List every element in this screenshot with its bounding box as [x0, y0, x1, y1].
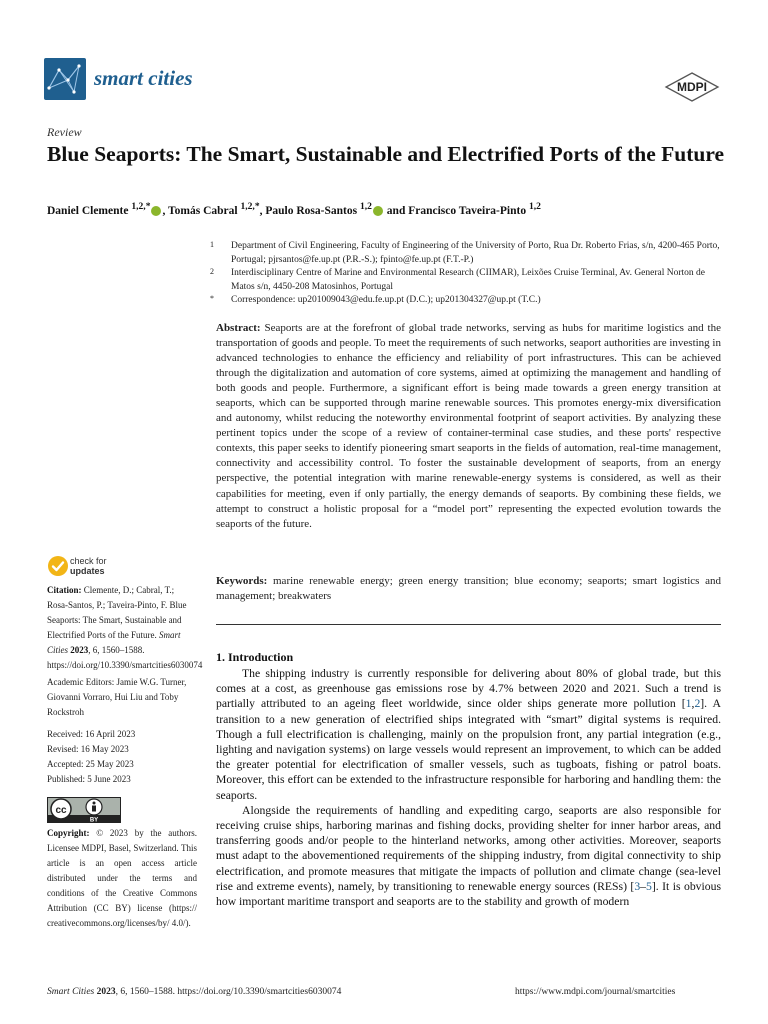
- citation-link[interactable]: 5: [646, 879, 652, 893]
- orcid-icon[interactable]: [151, 206, 161, 216]
- footer-rest[interactable]: , 6, 1560–1588. https://doi.org/10.3390/smartcities6030074: [115, 987, 342, 997]
- paragraph-text: ]. A transition to a new generation of electrified ships integrated with “smart” digital systems is required. Though a full electrification is challenging, mainly on the propulsion front, any partial integration (e.g., lighting and navigation systems) on large vessels would represent an improvement, to which can be added the greater potential for electrification of smaller vessels, such as tugboats, fishing or patrol boats. Moreover, this effort can be extended to the infrastructure responsible for harboring and handling them: the seaports.: [216, 697, 721, 802]
- citation-separator: ,: [691, 697, 695, 711]
- footer-citation: [47, 987, 341, 997]
- author-name[interactable]: , Tomás Cabral: [162, 204, 238, 217]
- article-title: Blue Seaports: The Smart, Sustainable and Electrified Ports of the Future: [47, 142, 725, 166]
- journal-name: smart cities: [94, 66, 193, 90]
- citation-block: [47, 583, 203, 673]
- date-received: Received: 16 April 2023: [47, 729, 136, 739]
- copyright-block: [47, 826, 197, 931]
- author-name[interactable]: , Paulo Rosa-Santos: [259, 204, 358, 217]
- section-heading: 1. Introduction: [216, 650, 294, 664]
- author-affiliation-mark: 1,2,*: [240, 201, 260, 212]
- by-badge-text: BY: [89, 817, 99, 823]
- abstract-text: Seaports are at the forefront of global trade networks, serving as hubs for maritime logistics and the transportation of goods and people. To meet the requirements of such networks, seaport authorities are investing in advanced technologies to enhance the efficiency and reliability of port infrastructures. This can be achieved through the digitalization and automation of core systems, aimed at optimizing the management and handling of both goods and people. Furthermore, a significant effort is being made towards a green energy transition at seaports, which can be supported through marine renewable sources. This promotes energy-mix diversification and autonomy, whilst reducing the noteworthy environmental footprint of seaport activities. By analyzing these pertinent topics under the scope of a review of container-terminal case studies, and these ports' respective contexts, this paper seeks to identify pioneering smart seaports in the fields of automation, real-time management, connectivity and accessibility control. To foster the sustainable development of seaports, from an energy perspective, the potential integration with marine renewable-energy systems is considered, as well as their capabilities for meeting, even if only partially, the energy demands of seaports. By combining these fields, we attempt to construct a holistic proposal for a “model port” representing the expected evolution towards the seaports of the future.: [216, 322, 721, 530]
- mdpi-logo-icon: [664, 72, 720, 102]
- abstract: [216, 321, 721, 532]
- date-accepted: Accepted: 25 May 2023: [47, 759, 134, 769]
- author-affiliation-mark: 1,2,*: [131, 201, 151, 212]
- author-name[interactable]: and Francisco Taveira-Pinto: [386, 204, 527, 217]
- footer-year: 2023: [96, 987, 116, 997]
- affiliation-text: Department of Civil Engineering, Faculty of Engineering of the University of Porto, Rua Dr. Roberto Frias, s/n, 4200-465 Porto, Portugal; pjrsantos@fe.up.pt (P.R.-S.); fpinto@fe.up.pt (F.T.-P.): [231, 241, 720, 265]
- academic-editors: Academic Editors: Jamie W.G. Turner, Giovanni Vorraro, Hui Liu and Toby Rockstroh: [47, 677, 187, 717]
- check-updates-icon[interactable]: [47, 555, 69, 577]
- date-published: Published: 5 June 2023: [47, 774, 131, 784]
- citation-separator: –: [640, 879, 647, 893]
- paragraph-text: Alongside the requirements of handling and expediting cargo, seaports are also responsible for receiving cruise ships, harboring marinas and fishing docks, providing shelter for inner harbor areas, and transferring goods and/or people to the hinterland networks, among other activities. Moreover, seaports must adapt to the abovementioned requirements of the shipping industry, from digital connectivity to ship electrification, and promote measures that mitigate the impacts of pollution and climate change (sea-level rise and extreme events), namely, by transitioning to renewable energy sources (RESs) [: [216, 803, 721, 893]
- footer-journal-url[interactable]: https://www.mdpi.com/journal/smartcities: [515, 987, 676, 997]
- check-updates-line: updates: [70, 566, 105, 576]
- author-name[interactable]: Daniel Clemente: [47, 204, 129, 217]
- dates-block: [47, 727, 197, 787]
- footer-journal: Smart Cities: [47, 987, 95, 997]
- cc-by-license-icon[interactable]: [47, 797, 121, 823]
- keywords: [216, 574, 721, 604]
- citation-journal: Smart Cities: [47, 630, 181, 655]
- keywords-text: marine renewable energy; green energy transition; blue economy; seaports; smart logistics and management; breakwaters: [216, 575, 722, 602]
- date-revised: Revised: 16 May 2023: [47, 744, 129, 754]
- affiliation-text: Interdisciplinary Centre of Marine and Environmental Research (CIIMAR), Leixões Cruise Terminal, Av. General Norton de Matos s/n, 4450-208 Matosinhos, Portugal: [231, 268, 706, 292]
- author-list: [47, 201, 747, 217]
- article-type: Review: [47, 125, 82, 139]
- publisher-name: MDPI: [677, 80, 707, 94]
- affiliation-text: Correspondence: up201009043@edu.fe.up.pt (D.C.); up201304327@up.pt (T.C.): [231, 295, 541, 305]
- citation-rest[interactable]: , 6, 1560–1588. https://doi.org/10.3390/smartcities6030074: [47, 645, 203, 670]
- author-affiliation-mark: 1,2: [359, 201, 372, 212]
- citation-label: Citation:: [47, 585, 82, 595]
- abstract-label: Abstract:: [216, 322, 261, 334]
- paragraph-text: ]. It is obvious how important maritime transport and seaports are to the stability and growth of modern: [216, 879, 722, 909]
- check-updates-line: check for: [70, 556, 107, 566]
- affiliation-item: [210, 293, 730, 307]
- divider: [216, 624, 721, 625]
- author-affiliation-mark: 1,2: [528, 201, 541, 212]
- citation-year: 2023: [70, 645, 89, 655]
- paragraph: [216, 666, 721, 803]
- paragraph-text: The shipping industry is currently responsible for delivering about 80% of global trade, but this comes at a cost, as greenhouse gas emissions rose by 4.7% between 2020 and 2021. Such a trend is partially attributed to an ageing fleet worldwide, since older ships generate more pollution [: [216, 667, 721, 711]
- affiliation-number: 1: [210, 240, 214, 249]
- affiliation-item: [210, 266, 730, 294]
- keywords-label: Keywords:: [216, 575, 268, 587]
- paragraph: [216, 803, 721, 909]
- citation-link[interactable]: 1: [685, 697, 692, 711]
- check-updates-label[interactable]: [70, 556, 107, 576]
- citation-text: Clemente, D.; Cabral, T.; Rosa-Santos, P.; Taveira-Pinto, F. Blue Seaports: The Smart, Sustainable and Electrified Ports of the Future.: [47, 585, 187, 640]
- affiliation-number: *: [210, 294, 214, 303]
- cc-badge-text: cc: [55, 805, 67, 816]
- copyright-label: Copyright:: [47, 828, 90, 838]
- affiliation-item: [210, 239, 730, 267]
- citation-link[interactable]: 3: [634, 879, 641, 893]
- citation-link[interactable]: 2: [694, 697, 701, 711]
- copyright-text: © 2023 by the authors. Licensee MDPI, Basel, Switzerland. This article is an open access article distributed under the terms and conditions of the Creative Commons Attribution (CC BY) license (https:// creativecommons.org/licenses/by/ 4.0/).: [47, 828, 198, 928]
- journal-logo-icon: [44, 58, 86, 100]
- orcid-icon[interactable]: [373, 206, 383, 216]
- body-text: [216, 666, 721, 909]
- affiliation-number: 2: [210, 267, 214, 276]
